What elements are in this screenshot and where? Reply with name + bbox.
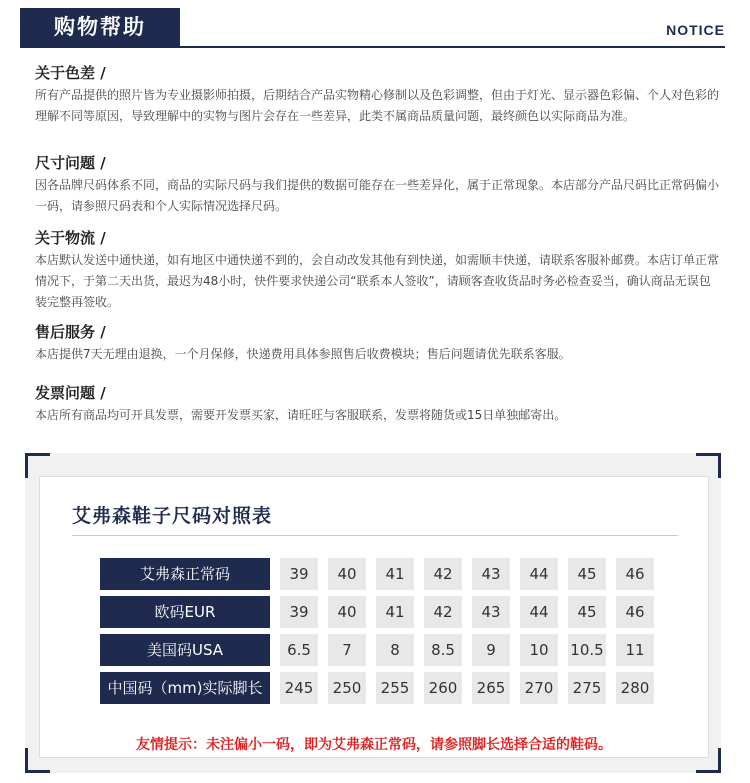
row-label: 美国码USA — [100, 634, 270, 666]
size-cell: 40 — [328, 558, 366, 590]
size-cell: 40 — [328, 596, 366, 628]
page-header — [20, 8, 725, 48]
size-cell: 42 — [424, 596, 462, 628]
size-cell: 8 — [376, 634, 414, 666]
size-cell: 44 — [520, 596, 558, 628]
size-cell: 39 — [280, 558, 318, 590]
size-cell: 41 — [376, 558, 414, 590]
section-size-issue — [35, 153, 720, 217]
corner-decoration — [25, 453, 50, 478]
section-body: 因各品牌尺码体系不同，商品的实际尺码与我们提供的数据可能存在一些差异化，属于正常现象。本店部分产品尺码比正常码偏小一码，请参照尺码表和个人实际情况选择尺码。 — [35, 178, 720, 213]
size-cell: 39 — [280, 596, 318, 628]
size-tip: 友情提示：未注偏小一码，即为艾弗森正常码，请参照脚长选择合适的鞋码。 — [136, 737, 612, 753]
size-chart-title: 艾弗森鞋子尺码对照表 — [72, 505, 273, 527]
section-after-sales — [35, 322, 720, 365]
size-cell: 10 — [520, 634, 558, 666]
row-label: 中国码（mm)实际脚长 — [100, 672, 270, 704]
size-cell: 43 — [472, 596, 510, 628]
corner-decoration — [696, 453, 721, 478]
size-cell: 45 — [568, 558, 606, 590]
size-cell: 46 — [616, 558, 654, 590]
section-color-difference — [35, 63, 720, 127]
page-title: 购物帮助 — [20, 8, 180, 46]
size-cell: 245 — [280, 672, 318, 704]
size-cell: 45 — [568, 596, 606, 628]
size-cell: 255 — [376, 672, 414, 704]
section-invoice — [35, 383, 720, 426]
size-cell: 260 — [424, 672, 462, 704]
row-label: 艾弗森正常码 — [100, 558, 270, 590]
section-title: 发票问题 / — [35, 384, 106, 402]
size-cell: 250 — [328, 672, 366, 704]
row-label: 欧码EUR — [100, 596, 270, 628]
size-cell: 43 — [472, 558, 510, 590]
size-cell: 280 — [616, 672, 654, 704]
size-cell: 265 — [472, 672, 510, 704]
section-body: 本店所有商品均可开具发票，需要开发票买家，请旺旺与客服联系，发票将随货或15日单独邮寄出。 — [35, 408, 567, 422]
size-cell: 8.5 — [424, 634, 462, 666]
section-title: 关于色差 / — [35, 64, 106, 82]
section-logistics — [35, 228, 720, 313]
section-title: 尺寸问题 / — [35, 154, 106, 172]
size-cell: 6.5 — [280, 634, 318, 666]
size-cell: 7 — [328, 634, 366, 666]
size-cell: 41 — [376, 596, 414, 628]
size-cell: 44 — [520, 558, 558, 590]
size-cell: 11 — [616, 634, 654, 666]
size-cell: 275 — [568, 672, 606, 704]
section-title: 售后服务 / — [35, 323, 106, 341]
size-chart-frame — [25, 453, 721, 773]
size-cell: 9 — [472, 634, 510, 666]
divider — [72, 535, 678, 536]
section-body: 本店提供7天无理由退换，一个月保修，快递费用具体参照售后收费模块；售后问题请优先联系客服。 — [35, 347, 571, 361]
section-title: 关于物流 / — [35, 229, 106, 247]
section-body: 所有产品提供的照片皆为专业摄影师拍摄，后期结合产品实物精心修制以及色彩调整，但由于灯光、显示器色彩偏、个人对色彩的理解不同等原因，导致理解中的实物与图片会存在一些差异，此类不属商品质量问题，最终颜色以实际商品为准。 — [35, 88, 720, 123]
size-cell: 46 — [616, 596, 654, 628]
size-chart-panel — [39, 476, 709, 758]
size-cell: 10.5 — [568, 634, 606, 666]
section-body: 本店默认发送中通快递，如有地区中通快递不到的，会自动改发其他有到快递，如需顺丰快递，请联系客服补邮费。本店订单正常情况下，于第二天出货，最迟为48小时，快件要求快递公司“联系本人签收”，请顾客查收货品时务必检查妥当，确认商品无误包装完整再签收。 — [35, 253, 720, 309]
size-cell: 42 — [424, 558, 462, 590]
notice-label: NOTICE — [666, 22, 725, 38]
size-cell: 270 — [520, 672, 558, 704]
